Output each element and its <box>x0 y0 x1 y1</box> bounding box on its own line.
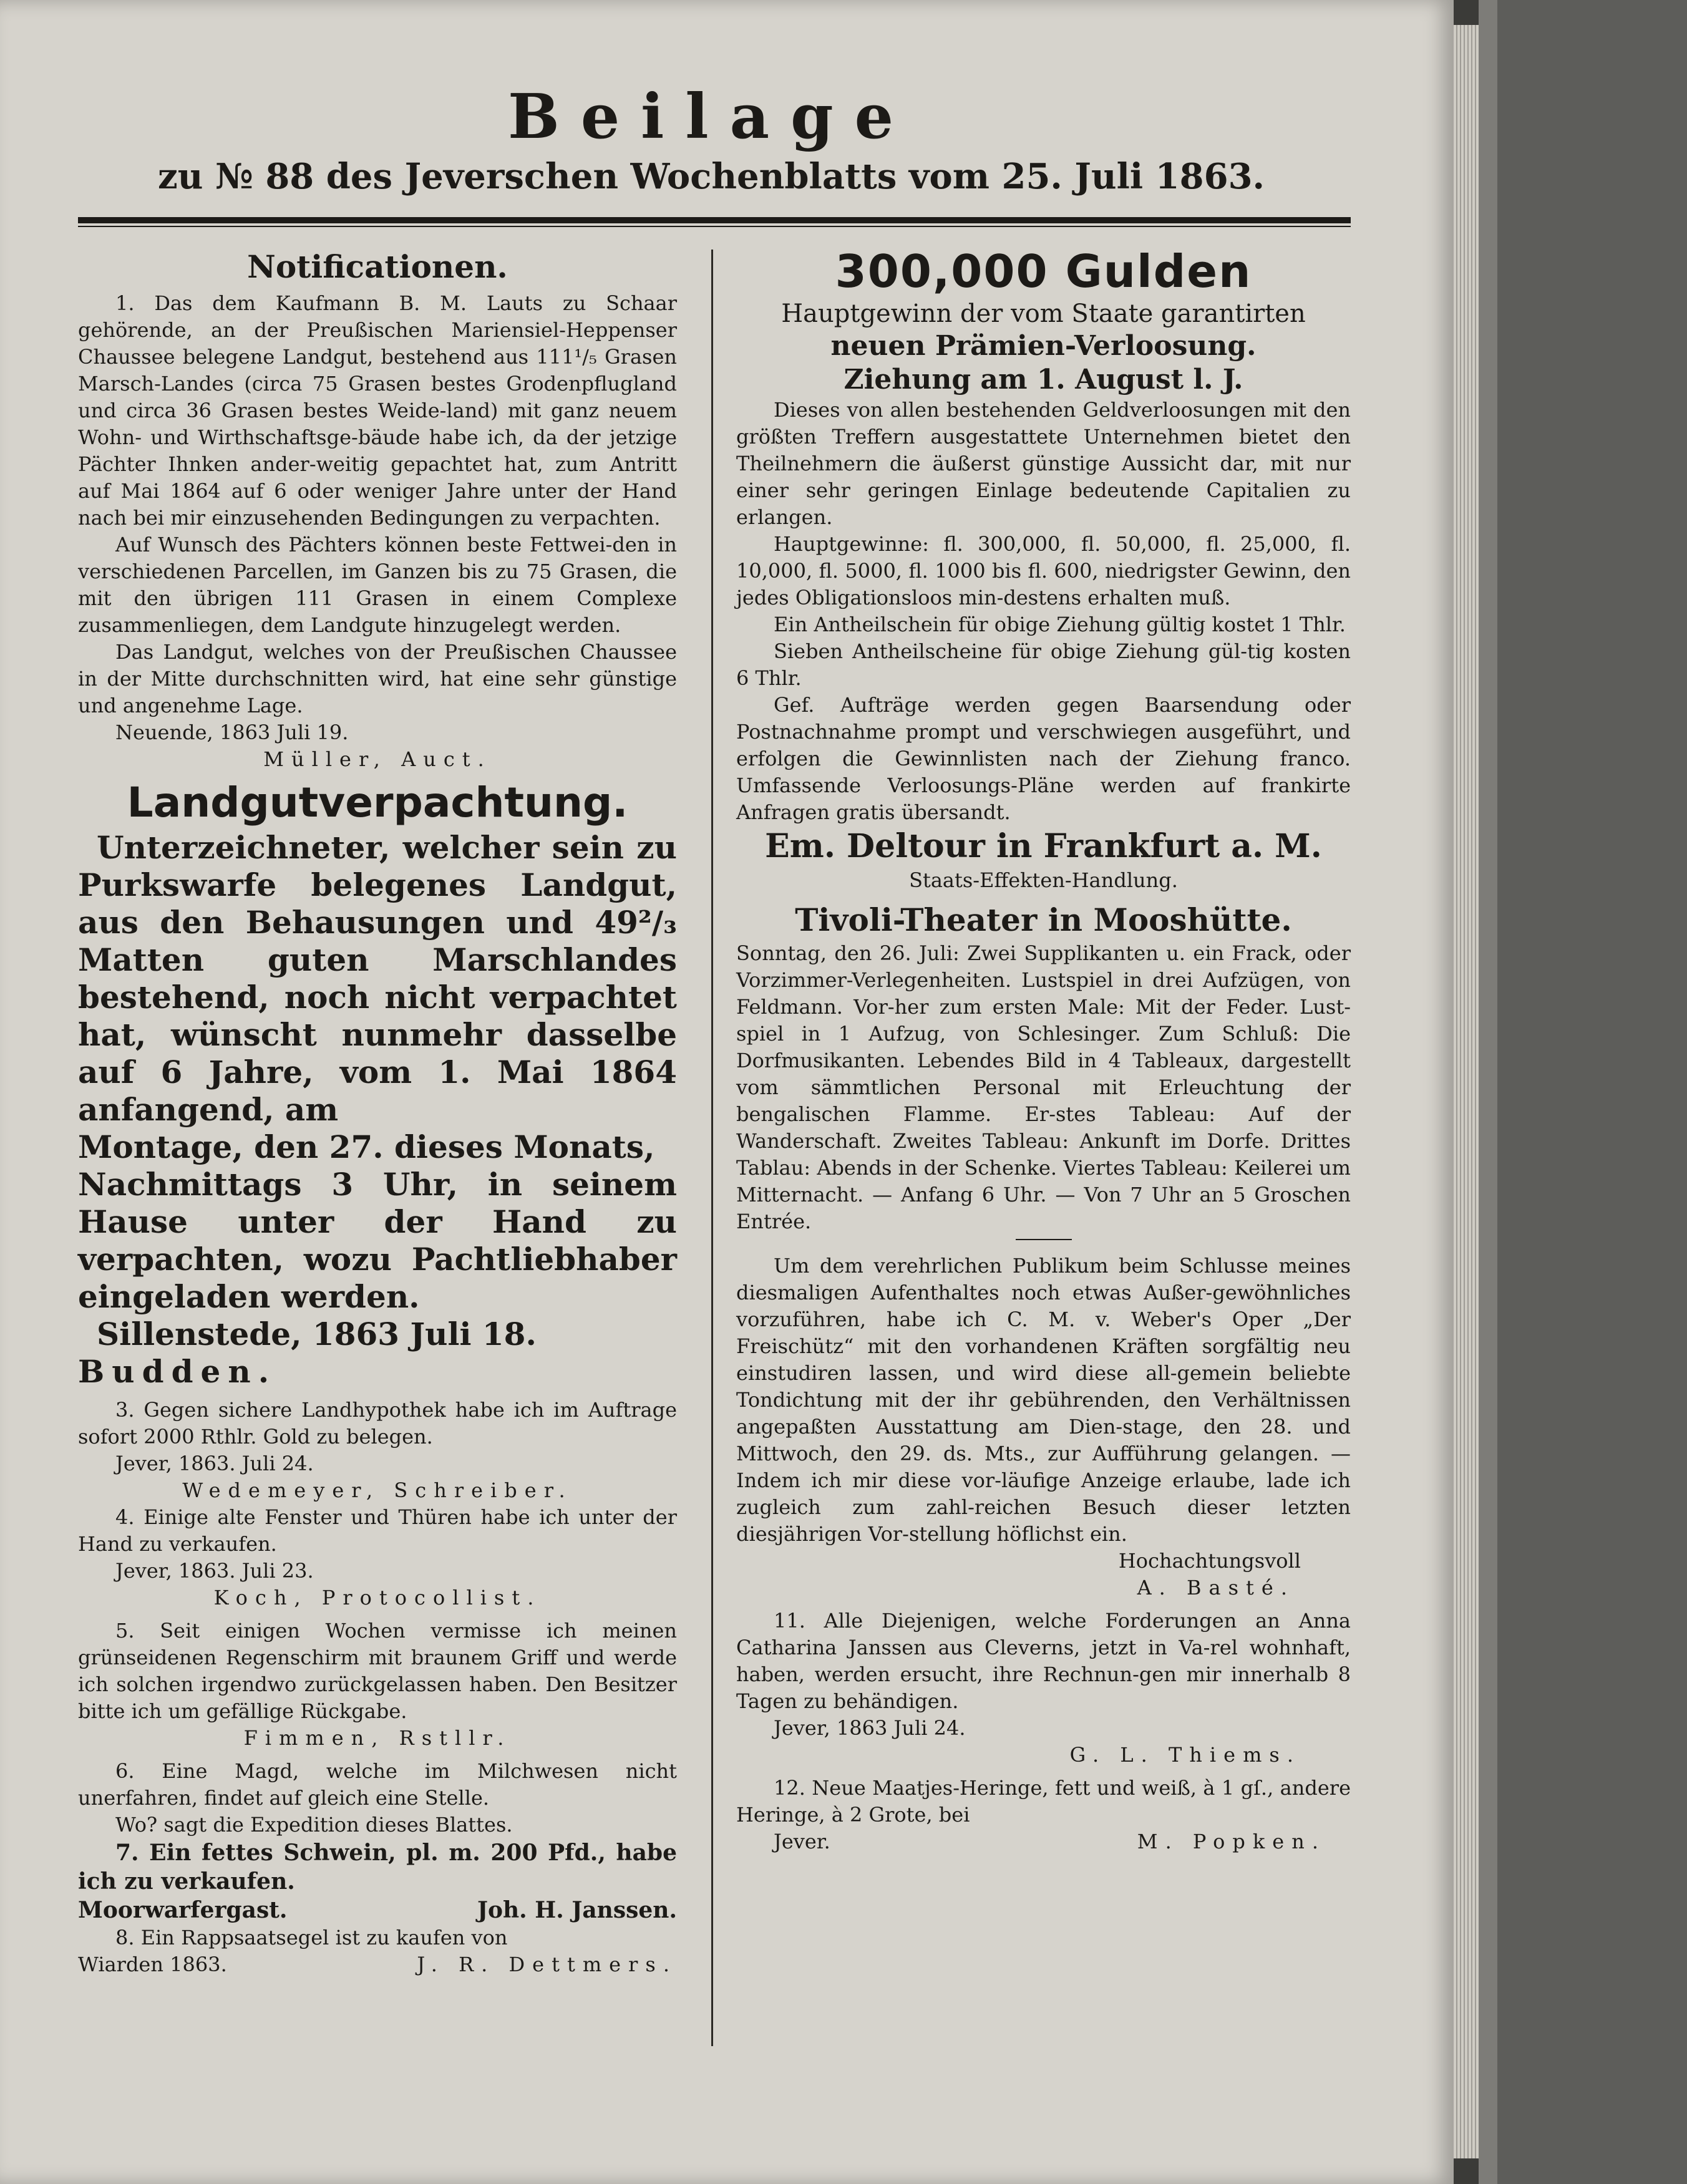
notice-1-para-1: 1. Das dem Kaufmann B. M. Lauts zu Schaar gehörende, an der Preußischen Mariensiel-Heppenser Chaussee belegene Landgut, bestehend aus 111¹/₅ Grasen Marsch-Landes (circa 75 Grasen bestes Grodenpflugland und circa 36 Grasen bestes Weide-land) mit ganz neuem Wohn- und Wirthschaftsge-bäude habe ich, da der jetzige Pächter Ihnken ander-weitig gepachtet hat, zum Antritt auf Mai 1864 auf 6 oder weniger Jahre unter der Hand nach bei mir einzusehenden Bedingungen zu verpachten. <box>78 291 677 530</box>
landgut-signature: Budden. <box>78 1353 277 1390</box>
notice-11-signature: G. L. Thiems. <box>1069 1743 1301 1767</box>
notice-8-place: Wiarden 1863. <box>78 1953 227 1976</box>
notice-4-place: Jever, 1863. Juli 23. <box>115 1559 314 1583</box>
landgut-body-2: Nachmittags 3 Uhr, in seinem Hause unter der Hand zu verpachten, wozu Pachtliebhaber eingeladen werden. <box>78 1166 677 1315</box>
notice-4: 4. Einige alte Fenster und Thüren habe ich unter der Hand zu verkaufen. <box>78 1505 677 1556</box>
column-divider <box>711 250 713 2046</box>
notice-7: 7. Ein fettes Schwein, pl. m. 200 Pfd., habe ich zu verkaufen. <box>78 1840 677 1895</box>
notice-1-para-3: Das Landgut, welches von der Preußischen Chaussee in der Mitte durchschnitten wird, hat eine sehr günstige und angenehme Lage. <box>78 640 677 717</box>
notice-1-place-date: Neuende, 1863 Juli 19. <box>115 721 349 744</box>
notice-8-signature-row <box>78 1951 677 1978</box>
notice-3: 3. Gegen sichere Landhypothek habe ich im Auftrage sofort 2000 Rthlr. Gold zu belegen. <box>78 1398 677 1449</box>
weber-signature: A. Basté. <box>1137 1576 1295 1599</box>
notice-5: 5. Seit einigen Wochen vermisse ich meinen grünseidenen Regenschirm mit braunem Griff und werde ich solchen irgendwo zurückgelassen haben. Den Besitzer bitte ich um gefällige Rückgabe. <box>78 1619 677 1723</box>
notice-7-signature: Joh. H. Janssen. <box>477 1897 677 1923</box>
lottery-heading: 300,000 Gulden <box>835 245 1252 298</box>
lottery-firm-sub: Staats-Effekten-Handlung. <box>909 868 1178 892</box>
section-heading: Notificationen. <box>247 248 508 285</box>
theater-program: Sonntag, den 26. Juli: Zwei Supplikanten u. ein Frack, oder Vorzimmer-Verlegenheiten. Lustspiel in drei Aufzügen, von Feldmann. Vor-her zum ersten Male: Mit der Feder. Lust-spiel in 1 Aufzug, von Schlesinger. Zum Schluß: Die Dorfmusikanten. Lebendes Bild in 4 Tableaux, dargestellt vom sämmtlichen Personal mit Erleuchtung der bengalischen Flamme. Er-stes Tableau: Auf der Wanderschaft. Zweites Tableau: Ankunft im Dorfe. Drittes Tablau: Abends in der Schenke. Viertes Tableau: Keilerei um Mitternacht. — Anfang 6 Uhr. — Von 7 Uhr an 5 Groschen Entrée. <box>736 941 1351 1233</box>
landgut-body: Unterzeichneter, welcher sein zu Purkswarfe belegenes Landgut, aus den Behausungen und 49²/₃ Matten guten Marschlandes bestehend, noch nicht verpachtet hat, wünscht nunmehr dasselbe auf 6 Jahre, vom 1. Mai 1864 anfangend, am <box>78 829 677 1128</box>
notice-3-signature: Wedemeyer, Schreiber. <box>182 1478 573 1502</box>
left-column <box>78 245 677 1978</box>
notice-6: 6. Eine Magd, welche im Milchwesen nicht unerfahren, findet auf gleich eine Stelle. <box>78 1759 677 1810</box>
masthead-rule <box>78 217 1351 223</box>
right-column <box>736 245 1351 1855</box>
notice-12-signature-row <box>736 1828 1351 1855</box>
notice-8: 8. Ein Rappsaatsegel ist zu kaufen von <box>115 1926 508 1949</box>
notice-7-place: Moorwarfergast. <box>78 1897 288 1923</box>
notice-11-place: Jever, 1863 Juli 24. <box>774 1716 966 1740</box>
lottery-firm: Em. Deltour in Frankfurt a. M. <box>765 827 1322 865</box>
separator-rule <box>1016 1239 1072 1240</box>
notice-3-place: Jever, 1863. Juli 24. <box>115 1452 314 1475</box>
landgut-heading: Landgutverpachtung. <box>127 779 628 827</box>
landgut-place: Sillenstede, 1863 Juli 18. <box>97 1316 537 1352</box>
notice-4-signature: Koch, Protocollist. <box>213 1586 542 1609</box>
notice-5-signature: Fimmen, Rstllr. <box>243 1726 512 1750</box>
masthead-title: Beilage <box>507 81 915 153</box>
notice-1-para-2: Auf Wunsch des Pächters können beste Fettwei-den in verschiedenen Parcellen, im Ganzen bis zu 75 Grasen, die mit den übrigen 111 Grasen in einem Complexe zusammenliegen, dem Landgute hinzugelegt werden. <box>78 533 677 637</box>
notice-1-signature: Müller, Auct. <box>263 747 492 771</box>
book-cover-edge <box>1479 0 1497 2184</box>
masthead-subtitle: zu № 88 des Jeverschen Wochenblatts vom 25. Juli 1863. <box>157 156 1265 197</box>
lottery-draw-date: Ziehung am 1. August l. J. <box>843 364 1243 396</box>
lottery-para-1: Dieses von allen bestehenden Geldverloosungen mit den größten Treffern ausgestattete Unternehmen bietet den Theilnehmern die äußerst günstige Aussicht dar, mit nur einer sehr geringen Einlage bedeutende Capitalien zu erlangen. <box>736 398 1351 529</box>
lottery-para-5: Gef. Aufträge werden gegen Baarsendung oder Postnachnahme prompt und verschwiegen ausgeführt, und erfolgen die Gewinnlisten nach der Ziehung franco. Umfassende Verloosungs-Pläne werden auf frankirte Anfragen gratis übersandt. <box>736 693 1351 824</box>
theater-heading: Tivoli-Theater in Mooshütte. <box>795 901 1292 938</box>
book-cover <box>1479 0 1687 2184</box>
notice-7-signature-row <box>78 1896 677 1924</box>
lottery-para-4: Sieben Antheilscheine für obige Ziehung gül-tig kosten 6 Thlr. <box>736 639 1351 690</box>
weber-notice: Um dem verehrlichen Publikum beim Schlusse meines diesmaligen Aufenthaltes noch etwas Außer-gewöhnliches vorzuführen, habe ich C. M. v. Weber's Oper „Der Freischütz“ mit den vorhandenen Kräften sorgfältig neu einstudiren lassen, und wird diese all-gemein beliebte Tondichtung mit der ihr gebührenden, den Verhältnissen angepaßten Ausstattung am Dien-stage, den 28. und Mittwoch, den 29. ds. Mts., zur Aufführung gelangen. — Indem ich mir diese vor-läufige Anzeige erlaube, lade ich zugleich zum zahl-reichen Besuch dieser letzten diesjährigen Vor-stellung höflichst ein. <box>736 1254 1351 1546</box>
lottery-para-2: Hauptgewinne: fl. 300,000, fl. 50,000, fl. 25,000, fl. 10,000, fl. 5000, fl. 1000 bis fl. 600, niedrigster Gewinn, den jedes Obligationsloos min-destens erhalten muß. <box>736 532 1351 609</box>
notice-12: 12. Neue Maatjes-Heringe, fett und weiß, à 1 gſ., andere Heringe, à 2 Grote, bei <box>736 1776 1351 1827</box>
notice-12-place: Jever. <box>774 1830 830 1853</box>
weber-closing: Hochachtungsvoll <box>1118 1549 1301 1573</box>
notice-11: 11. Alle Diejenigen, welche Forderungen an Anna Catharina Janssen aus Cleverns, jetzt in Va-rel wohnhaft, haben, werden ersucht, ihre Rechnun-gen mir innerhalb 8 Tagen zu behändigen. <box>736 1609 1351 1713</box>
lottery-title: neuen Prämien-Verloosung. <box>830 330 1257 362</box>
notice-8-signature: J. R. Dettmers. <box>417 1953 677 1976</box>
landgut-date: Montage, den 27. dieses Monats, <box>78 1128 655 1165</box>
notice-6-query: Wo? sagt die Expedition dieses Blattes. <box>115 1813 513 1837</box>
masthead-rule-thin <box>78 226 1351 227</box>
lottery-subheading: Hauptgewinn der vom Staate garantirten <box>781 299 1306 328</box>
page-stack-edge <box>1454 25 1479 2158</box>
notice-12-signature: M. Popken. <box>1137 1830 1326 1853</box>
lottery-para-3: Ein Antheilschein für obige Ziehung gültig kostet 1 Thlr. <box>774 613 1346 636</box>
